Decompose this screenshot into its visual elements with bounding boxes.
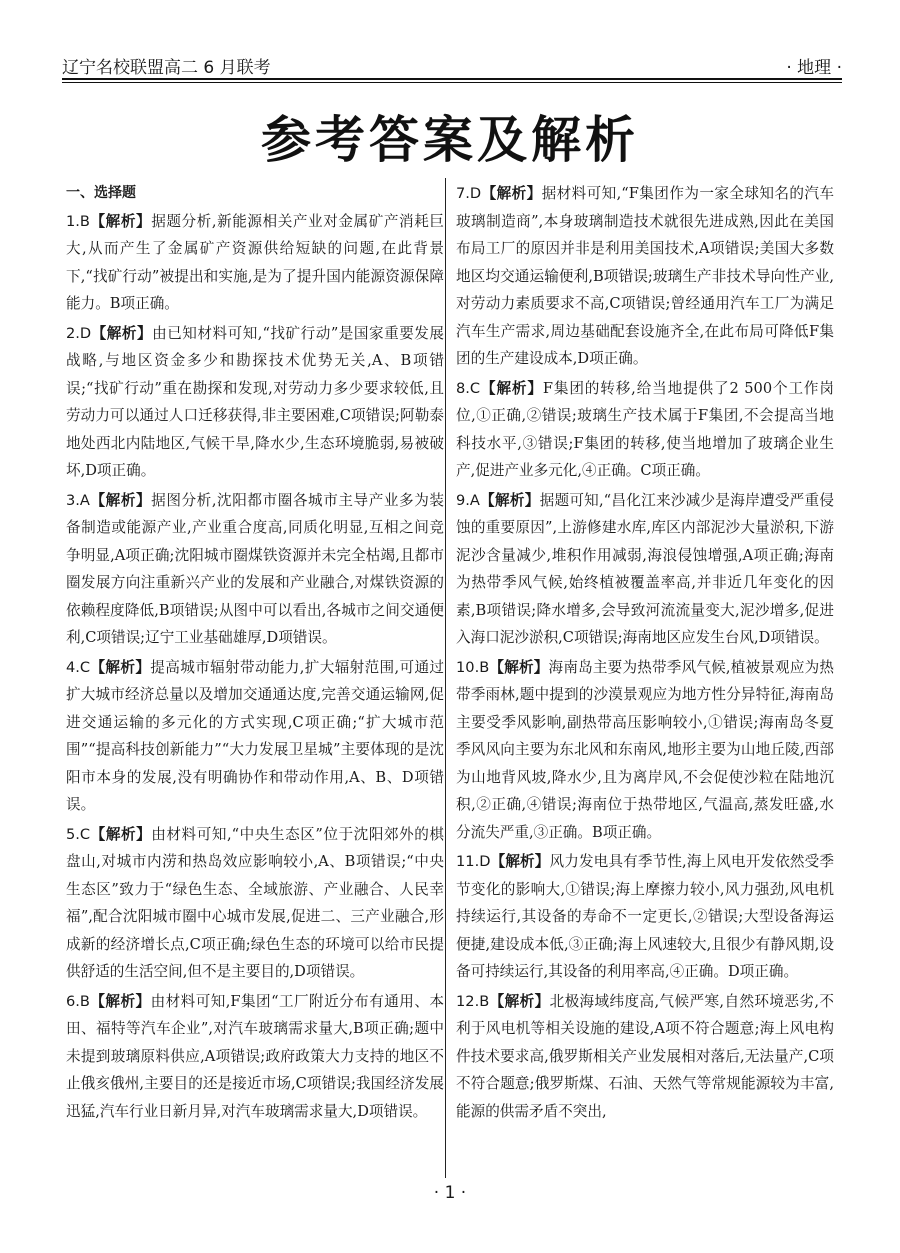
analysis-tag: 【解析】	[89, 992, 151, 1010]
answer-item	[66, 821, 444, 986]
right-column	[456, 180, 834, 1127]
answer-text: 由材料可知,F集团“工厂附近分布有通用、本田、福特等汽车企业”,对汽车玻璃需求量大,B项正确;题中未提到玻璃原料供应,A项错误;政府政策大力支持的地区不止俄亥俄州,主要目的还是接近市场,C项错误;我国经济发展迅猛,汽车行业日新月异,对汽车玻璃需求量大,D项错误。	[66, 992, 444, 1120]
answer-text: 由已知材料可知,“找矿行动”是国家重要发展战略,与地区资金多少和勘探技术优势无关,A、B项错误;“找矿行动”重在勘探和发现,对劳动力多少要求较低,且劳动力可以通过人口迁移获得,非主要困难,C项错误;阿勒泰地处西北内陆地区,气候干旱,降水少,生态环境脆弱,易被破坏,D项正确。	[66, 324, 444, 479]
page-number: · 1 ·	[433, 1183, 467, 1203]
answer-item	[456, 654, 834, 847]
answer-number: 7.D	[456, 185, 482, 202]
analysis-tag: 【解析】	[480, 379, 543, 397]
analysis-tag: 【解析】	[90, 658, 151, 676]
answer-text: 风力发电具有季节性,海上风电开发依然受季节变化的影响大,①错误;海上摩擦力较小,风力强劲,风电机持续运行,其设备的寿命不一定更长,②错误;大型设备海运便捷,建设成本低,③正确;海上风速较大,且很少有静风期,设备可持续运行,其设备的利用率高,④正确。D项正确。	[456, 853, 834, 980]
answer-number: 10.B	[456, 658, 490, 676]
analysis-tag: 【解析】	[479, 491, 540, 509]
analysis-tag: 【解析】	[490, 853, 550, 870]
answer-text: 提高城市辐射带动能力,扩大辐射范围,可通过扩大城市经济总量以及增加交通通达度,完善交通运输网,促进交通运输的多元化的方式实现,C项正确;“扩大城市范围”“提高科技创新能力”“大力发展卫星城”主要体现的是沈阳市本身的发展,没有明确协作和带动作用,A、B、D项错误。	[66, 658, 444, 813]
analysis-tag: 【解析】	[91, 324, 153, 342]
analysis-tag: 【解析】	[481, 185, 542, 202]
answer-number: 2.D	[66, 324, 92, 342]
answer-text: F集团的转移,给当地提供了2 500个工作岗位,①正确,②错误;玻璃生产技术属于F集团,不会提高当地科技水平,③错误;F集团的转移,使当地增加了玻璃企业生产,促进产业多元化,④正确。C项正确。	[456, 379, 834, 479]
answer-number: 6.B	[66, 992, 90, 1010]
answer-number: 8.C	[456, 379, 481, 397]
answer-item	[66, 988, 444, 1126]
answer-text: 北极海域纬度高,气候严寒,自然环境恶劣,不利于风电机等相关设施的建设,A项不符合题意;海上风电构件技术要求高,俄罗斯相关产业发展相对落后,无法量产,C项不符合题意;俄罗斯煤、石油、天然气等常规能源较为丰富,能源的供需矛盾不突出,	[456, 992, 834, 1120]
analysis-tag: 【解析】	[90, 825, 152, 843]
analysis-tag: 【解析】	[89, 212, 152, 230]
answer-number: 4.C	[66, 658, 91, 676]
answer-item	[456, 180, 834, 373]
answer-item	[66, 320, 444, 485]
answer-list-left	[66, 208, 444, 1126]
answer-item	[456, 848, 834, 986]
answer-number: 11.D	[456, 853, 491, 870]
section-title: 一、选择题	[66, 185, 136, 201]
answer-number: 9.A	[456, 491, 480, 509]
analysis-tag: 【解析】	[489, 992, 550, 1010]
column-divider	[445, 178, 446, 1178]
answer-text: 据题分析,新能源相关产业对金属矿产消耗巨大,从而产生了金属矿产资源供给短缺的问题,在此背景下,“找矿行动”被提出和实施,是为了提升国内能源资源保障能力。B项正确。	[66, 212, 444, 312]
answer-number: 12.B	[456, 992, 490, 1010]
answer-text: 据材料可知,“F集团作为一家全球知名的汽车玻璃制造商”,本身玻璃制造技术就很先进成熟,因此在美国布局工厂的原因并非是利用美国技术,A项错误;美国大多数地区均交通运输便利,B项错误;玻璃生产非技术导向性产业,对劳动力素质要求不高,C项错误;曾经通用汽车工厂为满足汽车生产需求,周边基础配套设施齐全,在此布局可降低F集团的生产建设成本,D项正确。	[456, 185, 834, 367]
answer-number: 3.A	[66, 491, 90, 509]
answer-item	[456, 988, 834, 1126]
answer-item	[456, 487, 834, 652]
header-rule	[62, 78, 842, 80]
answer-text: 据图分析,沈阳都市圈各城市主导产业多为装备制造或能源产业,产业重合度高,同质化明显,互相之间竞争明显,A项正确;沈阳城市圈煤铁资源并未完全枯竭,且都市圈发展方向注重新兴产业的发展和产业融合,对煤铁资源的依赖程度降低,B项错误;从图中可以看出,各城市之间交通便利,C项错误;辽宁工业基础雄厚,D项错误。	[66, 491, 444, 646]
answer-item	[66, 208, 444, 318]
left-column	[66, 180, 444, 1127]
answer-text: 据题可知,“昌化江来沙减少是海岸遭受严重侵蚀的重要原因”,上游修建水库,库区内部泥沙大量淤积,下游泥沙含量减少,堆积作用减弱,海浪侵蚀增强,A项正确;海南为热带季风气候,始终植被覆盖率高,并非近几年变化的因素,B项错误;降水增多,会导致河流流量变大,泥沙增多,促进入海口泥沙淤积,C项错误;海南地区应发生台风,D项错误。	[456, 491, 834, 646]
page-title: 参考答案及解析	[261, 111, 639, 169]
answer-list-right	[456, 180, 834, 1125]
answer-item	[66, 487, 444, 652]
answer-text: 海南岛主要为热带季风气候,植被景观应为热带季雨林,题中提到的沙漠景观应为地方性分异特征,海南岛主要受季风影响,副热带高压影响较小,①错误;海南岛冬夏季风风向主要为东北风和东南风,地形主要为山地丘陵,西部为山地背风坡,降水少,且为离岸风,不会促使沙粒在陆地沉积,②正确,④错误;海南位于热带地区,气温高,蒸发旺盛,水分流失严重,③正确。B项正确。	[456, 658, 834, 841]
answer-text: 由材料可知,“中央生态区”位于沈阳郊外的棋盘山,对城市内涝和热岛效应影响较小,A、B项错误;“中央生态区”致力于“绿色生态、全域旅游、产业融合、人民幸福”,配合沈阳城市圈中心城市发展,促进二、三产业融合,形成新的经济增长点,C项正确;绿色生态的环境可以给市民提供舒适的生活空间,但不是主要目的,D项错误。	[66, 825, 444, 980]
answer-number: 5.C	[66, 825, 91, 843]
header-rule-thin	[62, 82, 842, 83]
page-header	[62, 44, 842, 78]
answer-item	[66, 654, 444, 819]
exam-name: 辽宁名校联盟高二 6 月联考	[62, 58, 271, 78]
answer-item	[456, 375, 834, 485]
subject-label: · 地理 ·	[786, 58, 842, 78]
analysis-tag: 【解析】	[89, 491, 152, 509]
analysis-tag: 【解析】	[489, 658, 549, 676]
answer-number: 1.B	[66, 212, 90, 230]
